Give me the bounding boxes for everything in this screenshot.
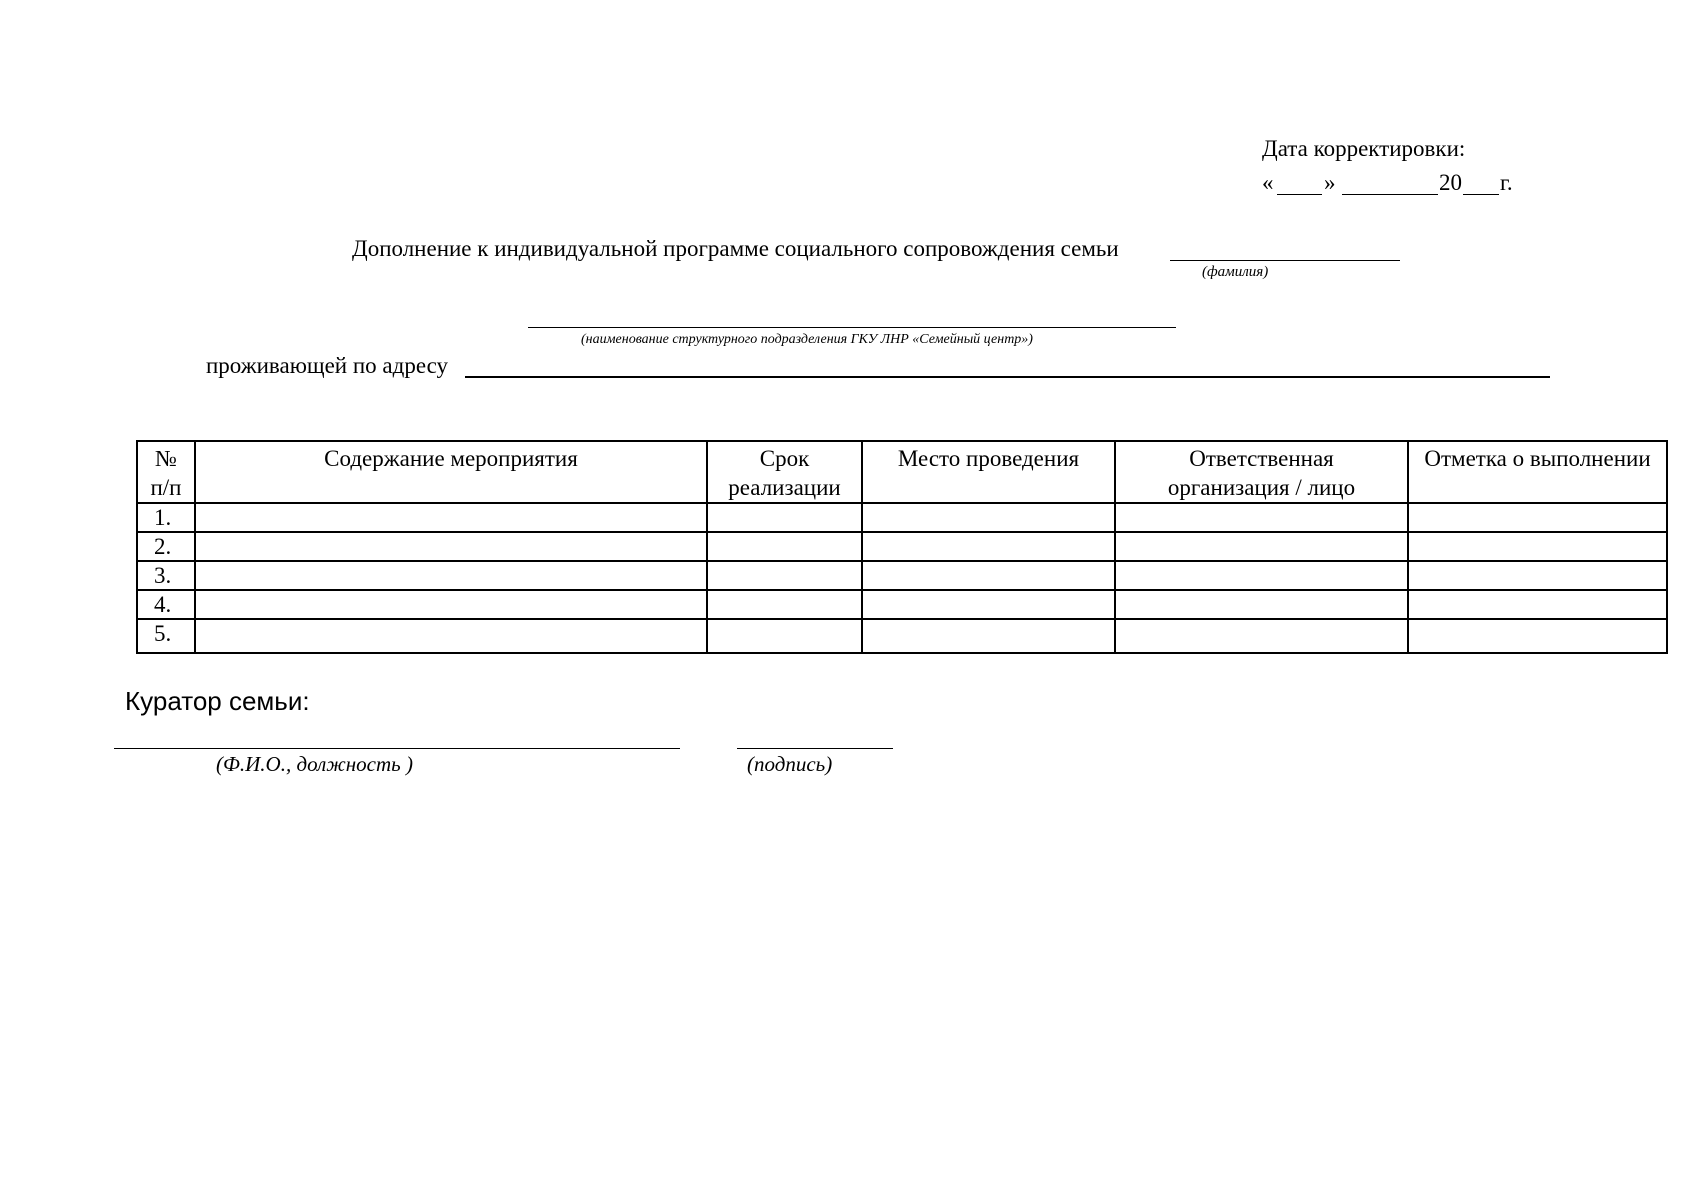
cell-responsible[interactable] xyxy=(1115,619,1408,653)
row-number: 3. xyxy=(137,561,195,590)
cell-place[interactable] xyxy=(862,619,1115,653)
date-open-quote: « xyxy=(1262,170,1274,195)
date-year-suffix: г. xyxy=(1500,170,1513,195)
address-label: проживающей по адресу xyxy=(206,353,449,378)
col-header-number: № п/п xyxy=(137,441,195,503)
table-row xyxy=(137,503,1667,532)
address-field[interactable] xyxy=(465,376,1550,378)
date-month-field[interactable] xyxy=(1342,194,1438,195)
cell-responsible[interactable] xyxy=(1115,561,1408,590)
cell-term[interactable] xyxy=(707,561,862,590)
document-title: Дополнение к индивидуальной программе социального сопровождения семьи xyxy=(352,236,1119,261)
cell-responsible[interactable] xyxy=(1115,532,1408,561)
cell-place[interactable] xyxy=(862,532,1115,561)
cell-content[interactable] xyxy=(195,503,707,532)
col-header-content: Содержание мероприятия xyxy=(195,441,707,503)
col-header-responsible: Ответственная организация / лицо xyxy=(1115,441,1408,503)
cell-place[interactable] xyxy=(862,590,1115,619)
row-number: 5. xyxy=(137,619,195,653)
cell-completion[interactable] xyxy=(1408,590,1667,619)
cell-responsible[interactable] xyxy=(1115,503,1408,532)
activities-table xyxy=(136,440,1668,654)
date-year-field[interactable] xyxy=(1463,194,1499,195)
department-caption: (наименование структурного подразделения ГКУ ЛНР «Семейный центр») xyxy=(581,332,1033,347)
table-row xyxy=(137,561,1667,590)
col-header-place: Место проведения xyxy=(862,441,1115,503)
cell-content[interactable] xyxy=(195,619,707,653)
cell-content[interactable] xyxy=(195,532,707,561)
date-year-prefix: 20 xyxy=(1439,170,1462,195)
surname-caption: (фамилия) xyxy=(1202,264,1269,280)
cell-term[interactable] xyxy=(707,619,862,653)
table-row xyxy=(137,532,1667,561)
table-header-row xyxy=(137,441,1667,503)
cell-term[interactable] xyxy=(707,503,862,532)
cell-place[interactable] xyxy=(862,503,1115,532)
date-close-quote: » xyxy=(1324,170,1336,195)
signature-caption: (подпись) xyxy=(747,752,833,776)
row-number: 1. xyxy=(137,503,195,532)
col-header-completion: Отметка о выполнении xyxy=(1408,441,1667,503)
cell-completion[interactable] xyxy=(1408,532,1667,561)
department-field[interactable] xyxy=(528,327,1176,328)
cell-responsible[interactable] xyxy=(1115,590,1408,619)
cell-completion[interactable] xyxy=(1408,561,1667,590)
cell-content[interactable] xyxy=(195,590,707,619)
signature-field[interactable] xyxy=(737,748,893,749)
row-number: 4. xyxy=(137,590,195,619)
curator-name-field[interactable] xyxy=(114,748,680,749)
date-day-field[interactable] xyxy=(1277,194,1322,195)
surname-field[interactable] xyxy=(1170,260,1400,261)
cell-place[interactable] xyxy=(862,561,1115,590)
correction-date-label: Дата корректировки: xyxy=(1262,136,1466,161)
col-header-term: Срок реализации xyxy=(707,441,862,503)
table-row xyxy=(137,590,1667,619)
curator-label: Куратор семьи: xyxy=(125,686,310,716)
curator-name-caption: (Ф.И.О., должность ) xyxy=(216,752,413,776)
row-number: 2. xyxy=(137,532,195,561)
cell-term[interactable] xyxy=(707,532,862,561)
cell-content[interactable] xyxy=(195,561,707,590)
cell-completion[interactable] xyxy=(1408,619,1667,653)
table-row xyxy=(137,619,1667,653)
cell-term[interactable] xyxy=(707,590,862,619)
cell-completion[interactable] xyxy=(1408,503,1667,532)
